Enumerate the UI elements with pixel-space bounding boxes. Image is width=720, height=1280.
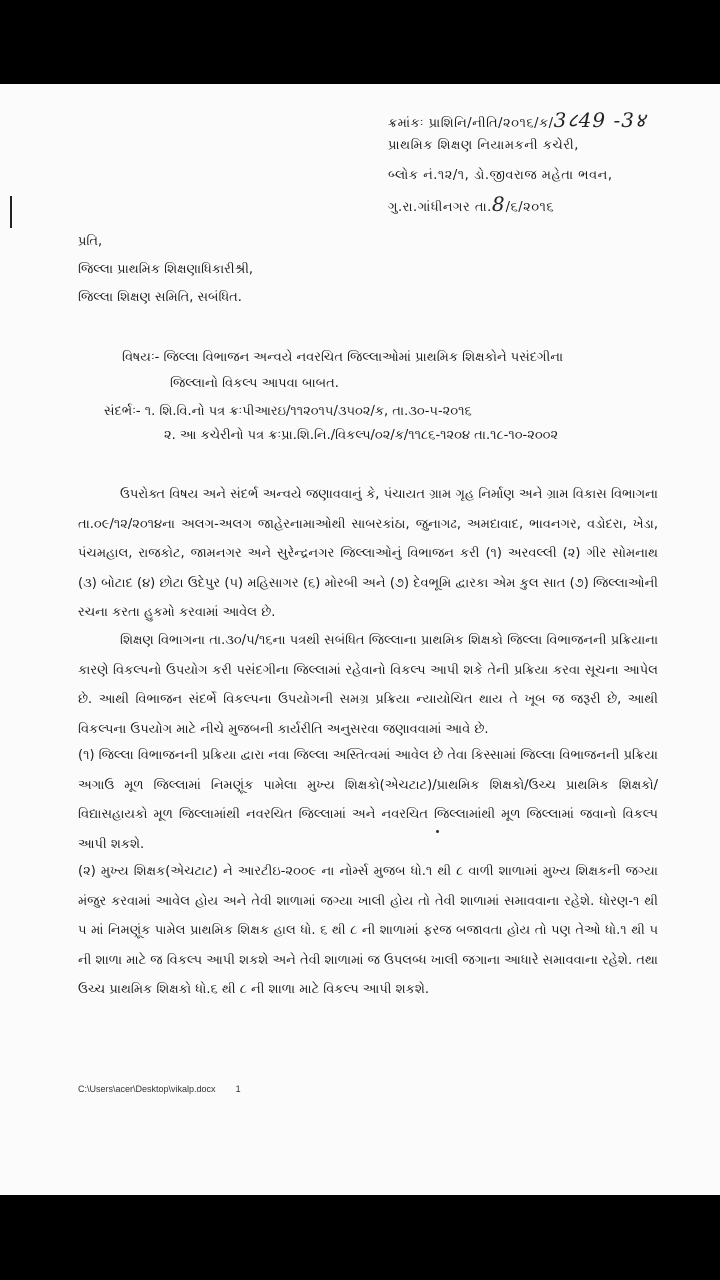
letter-date: ગુ.રા.ગાંધીનગર તા.8/૬/૨૦૧૬ [388,192,555,216]
body-paragraph-4: (૨) મુખ્ય શિક્ષક(એચટાટ) ને આરટીઇ-૨૦૦૯ ના નોર્મ્સ મુજબ ધો.૧ થી ૮ વાળી શાળામાં મુખ્ય શિક્ષકની જગ્યા મંજુર કરવામાં આવેલ હોય અને તેવી શાળામાં જગ્યા ખાલી હોય તો તેવી શાળામાં સમાવવાના રહેશે. ધોરણ-૧ થી ૫ માં નિમણૂંક પામેલ પ્રાથમિક શિક્ષક હાલ ધો. ૬ થી ૮ ની શાળામાં ફરજ બજાવતા હોય તો પણ તેઓ ધો.૧ થી ૫ ની શાળા માટે જ વિકલ્પ આપી શકશે અને તેવી શાળામાં જ ઉપલબ્ધ ખાલી જગાના આધારે સમાવવાના રહેશે. તથા ઉચ્ચ પ્રાથમિક શિક્ષકો ધો.૬ થી ૮ ની શાળા માટે વિકલ્પ આપી શકશે. [78,864,658,997]
reference-2: ૨. આ કચેરીનો પત્ર ક્રઃપ્રા.શિ.નિ./વિકલ્પ/૦૨/ક/૧૧૮૬-૧૨૦૪ તા.૧૮-૧૦-૨૦૦૨ [164,428,559,443]
recipient-prefix: પ્રતિ, [78,234,103,249]
file-footer [78,1084,241,1094]
body-paragraph-1: ઉપરોક્ત વિષય અને સંદર્ભ અન્વયે જણાવવાનું કે, પંચાયત ગ્રામ ગૃહ નિર્માણ અને ગ્રામ વિકાસ વિભાગના તા.૦૯/૧૨/૨૦૧૪ના અલગ-અલગ જાહેરનામાઓથી સાબરકાંઠા, જુનાગઢ, અમદાવાદ, ભાવનગર, વડોદરા, ખેડા, પંચમહાલ, રાજકોટ, જામનગર અને સુરેન્દ્રનગર જિલ્લાઓનું વિભાજન કરી (૧) અરવલ્લી (૨) ગીર સોમનાથ (૩) બોટાદ (૪) છોટા ઉદેપુર (૫) મહિસાગર (૬) મોરબી અને (૭) દેવભૂમિ દ્વારકા એમ કુલ સાત (૭) જિલ્લાઓની રચના કરતા હુકમો કરવામાં આવેલ છે. [78,487,658,620]
body-paragraph-2: શિક્ષણ વિભાગના તા.૩૦/૫/૧૬ના પત્રથી સબંધિત જિલ્લાના પ્રાથમિક શિક્ષકો જિલ્લા વિભાજનની પ્રક્રિયાના કારણે વિકલ્પનો ઉપયોગ કરી પસંદગીના જિલ્લામાં રહેવાનો વિકલ્પ આપી શકે તેની પ્રક્રિયા કરવા સૂચના આપેલ છે. આથી વિભાજન સંદર્ભે વિકલ્પના ઉપયોગની સમગ્ર પ્રક્રિયા ન્યાયોચિત થાય તે ખૂબ જ જરૂરી છે, આથી વિકલ્પના ઉપયોગ માટે નીચે મુજબની કાર્યરીતિ અનુસરવા જણાવવામાં આવે છે. [78,633,658,737]
handwritten-number: 3८49 -3४ [553,108,647,132]
subject-line-continued: જિલ્લાનો વિકલ્પ આપવા બાબત. [170,376,339,391]
handwritten-date: 8 [491,192,506,216]
file-path: C:\Users\acer\Desktop\vikalp.docx [78,1084,216,1094]
letter-number: ક્રમાંકઃ પ્રાશિનિ/નીતિ/૨૦૧૬/ક/3८49 -3४ [388,108,647,132]
recipient-title: જિલ્લા પ્રાથમિક શિક્ષણાધિકારીશ્રી, [78,262,254,277]
reference-1: સંદર્ભઃ- ૧. શિ.વિ.નો પત્ર ક્રઃપીઆરઇ/૧૧૨૦૧૫/૩૫૦૨/ક, તા.૩૦-૫-૨૦૧૬ [104,404,472,419]
margin-mark [10,196,12,228]
page-number: 1 [235,1084,241,1094]
document-page [0,84,720,1195]
ink-dot [436,830,439,833]
subject-line: વિષયઃ- જિલ્લા વિભાજન અન્વયે નવરચિત જિલ્લાઓમાં પ્રાથમિક શિક્ષકોને પસંદગીના [122,350,564,365]
office-address: બ્લોક નં.૧૨/૧, ડો.જીવરાજ મહેતા ભવન, [388,168,613,183]
office-name: પ્રાથમિક શિક્ષણ નિયામકની કચેરી, [388,138,579,153]
recipient-office: જિલ્લા શિક્ષણ સમિતિ, સબંધિત. [78,290,242,305]
body-paragraph-3: (૧) જિલ્લા વિભાજનની પ્રક્રિયા દ્વારા નવા જિલ્લા અસ્તિત્વમાં આવેલ છે તેવા કિસ્સામાં જિલ્લા વિભાજનની પ્રક્રિયા અગાઉ મૂળ જિલ્લામાં નિમણૂંક પામેલા મુખ્ય શિક્ષકો(એચટાટ)/પ્રાથમિક શિક્ષકો/ઉચ્ચ પ્રાથમિક શિક્ષકો/વિદ્યાસહાયકો મૂળ જિલ્લામાંથી નવરચિત જિલ્લામાં અને નવરચિત જિલ્લામાંથી મૂળ જિલ્લામાં જવાનો વિકલ્પ આપી શકશે. [78,748,658,852]
